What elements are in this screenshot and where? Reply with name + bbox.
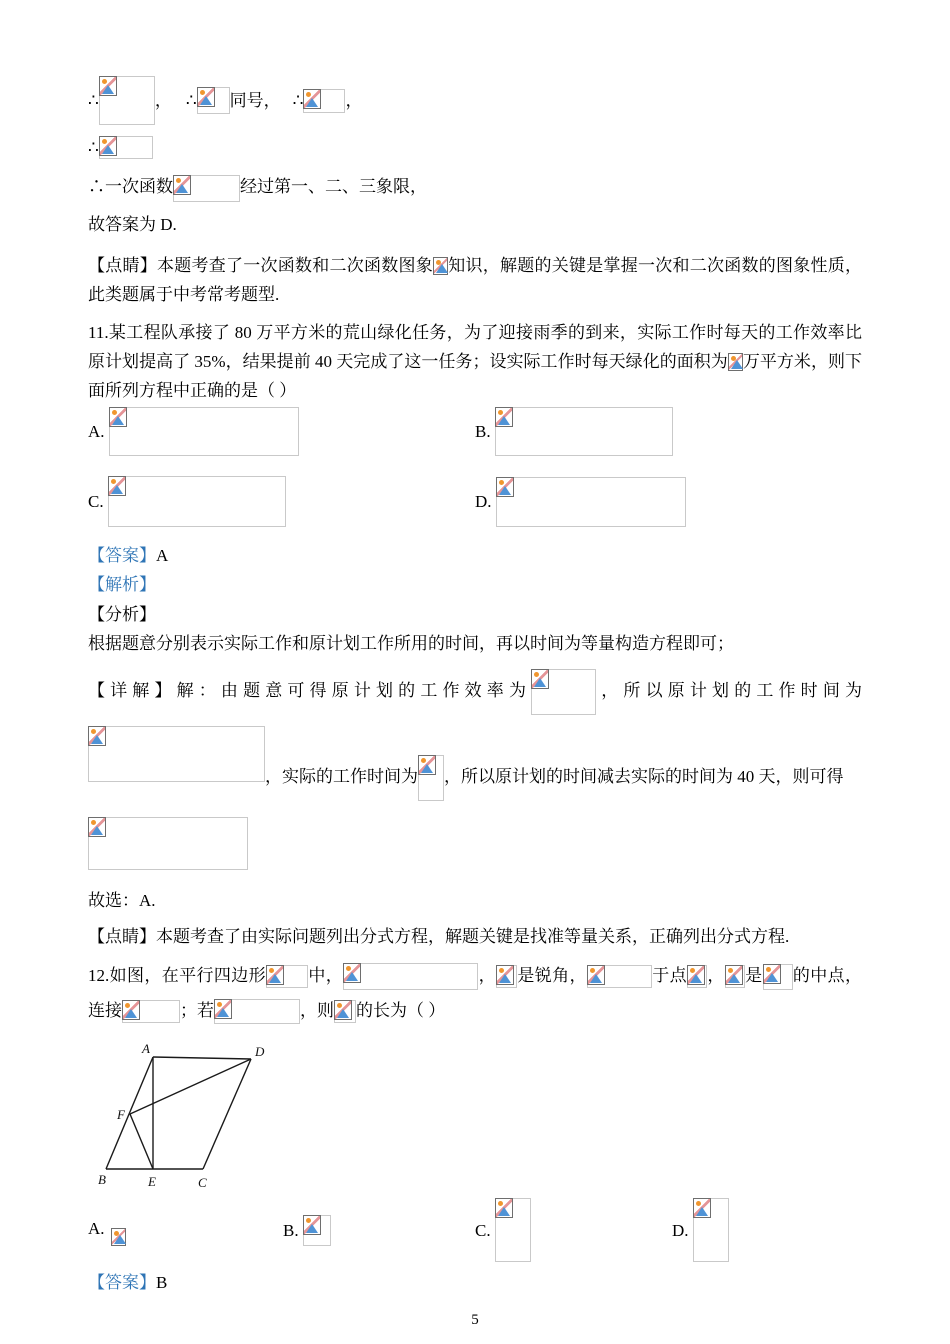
q12-stem-11: 的长为（ ） [356,1000,446,1020]
option-b-label: B. [283,1220,299,1240]
option-c-formula-placeholder [108,476,286,527]
broken-image-icon [495,407,513,427]
broken-image-icon [587,965,605,985]
q12-option-d [672,1198,862,1262]
q11-stem-post: 万平方米，则下面所列方程中正确的是（ ） [88,351,862,400]
q12-stem-9: ；若 [180,1000,214,1020]
formula-placeholder [418,755,444,801]
q10-dianjing-post: 知识，解题的关键是掌握一次和二次函数的图象性质，此类题属于中考常考题型. [88,256,862,305]
xiangjie-mid1: ，所以原计划的工作时间为 [596,681,862,701]
q11-option-b [475,407,862,456]
q12-stem [88,959,862,1029]
q11-answer-line [88,541,862,570]
xiangjie-mid2: ，实际的工作时间为 [265,767,418,787]
broken-image-icon [418,755,436,775]
figure-vertex-label-e: E [148,1174,156,1190]
broken-image-icon [197,87,215,107]
formula-placeholder [496,965,517,988]
q11-option-d [475,476,862,527]
formula-placeholder [99,76,155,125]
q11-xiangjie-line-1 [88,666,862,716]
broken-image-icon [88,726,106,746]
therefore-symbol: ∴ [88,90,99,110]
broken-image-icon [687,965,705,985]
xiangjie-pre: 【详解】解：由题意可得原计划的工作效率为 [88,681,532,701]
q11-guxuan-line [88,886,862,915]
tonghao-text: 同号， [229,90,281,110]
formula-placeholder [687,965,707,988]
figure-vertex-label-c: C [198,1175,207,1191]
broken-image-icon [111,1228,126,1246]
broken-image-icon [433,257,448,275]
answer-value: B [156,1273,168,1293]
broken-image-icon [266,965,284,985]
q11-dianjing-text: 【点睛】本题考查了由实际问题列出分式方程，解题关键是找准等量关系，正确列出分式方程. [88,926,790,946]
q11-stem-pre: 11.某工程队承接了 80 万平方米的荒山绿化任务，为了迎接雨季的到来，实际工作时每天的工作效率比原计划提高了 35%，结果提前 40 天完成了这一任务；设实际工作时每天绿化的面积为 [88,322,862,371]
q11-option-c [88,476,475,527]
formula-placeholder [88,726,265,782]
parallelogram-figure [88,1040,862,1192]
q10-linear-function-text: ∴一次函数 [88,177,173,197]
answer-label: 【答案】 [88,546,156,566]
q10-derivation-line-2 [88,133,862,162]
formula-placeholder [763,964,793,990]
broken-image-icon [88,817,106,837]
broken-image-icon [108,476,126,496]
option-a-formula-placeholder [109,407,299,456]
formula-placeholder [99,136,153,159]
comma-text: ， [154,90,172,110]
option-c-label: C. [88,492,104,512]
option-d-formula-placeholder [693,1198,729,1262]
figure-vertex-label-d: D [255,1044,265,1060]
broken-image-icon [214,999,232,1019]
q10-answer-is-d: 故答案为 D. [88,214,177,234]
broken-image-icon [173,175,191,195]
q11-options [88,407,862,527]
q12-option-c [475,1198,672,1262]
formula-placeholder [214,999,300,1024]
q10-conclusion-line [88,172,862,202]
q11-jiexi-line [88,570,862,599]
broken-image-icon [99,76,117,96]
q12-stem-4: 是锐角， [516,965,587,985]
formula-placeholder [88,817,248,870]
q12-options [88,1198,862,1262]
broken-image-icon [693,1198,711,1218]
therefore-symbol: ∴ [292,90,304,110]
answer-label: 【答案】 [88,1273,156,1293]
guxuan-text: 故选：A. [88,891,156,911]
q12-stem-2: 中， [308,965,344,985]
broken-image-icon [495,1198,513,1218]
broken-image-icon [496,477,514,497]
q10-quadrants-text: 经过第一、二、三象限， [240,177,427,197]
q12-option-a [88,1214,283,1246]
q12-stem-7: 是 [744,965,763,985]
broken-image-icon [725,965,743,985]
formula-placeholder [197,87,230,114]
q11-dianjing-paragraph [88,922,862,951]
comma-text: ， [345,90,363,110]
q10-dianjing-paragraph [88,251,862,309]
broken-image-icon [303,89,321,109]
q12-stem-6: ， [707,965,725,985]
formula-placeholder [303,89,345,113]
q11-fenxi-line [88,600,862,629]
formula-placeholder [266,965,308,988]
q11-xiangjie-line-2 [88,726,862,801]
q12-stem-3: ， [478,965,496,985]
q12-stem-5: 于点 [651,965,687,985]
formula-placeholder [343,963,478,990]
page-number-text: 5 [471,1312,479,1329]
option-c-label: C. [475,1220,491,1240]
figure-vertex-label-b: B [98,1172,106,1188]
broken-image-icon [496,965,514,985]
jiexi-label: 【解析】 [88,575,156,595]
formula-placeholder [725,965,745,988]
option-b-label: B. [475,422,491,442]
broken-image-icon [109,407,127,427]
q11-option-a [88,407,475,456]
option-d-label: D. [475,492,492,512]
fenxi-label: 【分析】 [88,604,156,624]
formula-placeholder [531,669,596,715]
q11-xiangjie-line-3 [88,817,862,870]
broken-image-icon [343,963,361,983]
q10-answer-text [88,210,862,239]
option-b-formula-placeholder [495,407,673,456]
q12-stem-1: 12.如图，在平行四边形 [88,965,267,985]
q12-answer-line [88,1268,862,1297]
therefore-symbol: ∴ [88,138,99,157]
q12-stem-8: 的中点，连接 [88,965,863,1020]
broken-image-icon [122,1000,140,1020]
broken-image-icon [334,1000,352,1020]
q12-stem-10: ，则 [300,1000,334,1020]
fenxi-text: 根据题意分别表示实际工作和原计划工作所用的时间，再以时间为等量构造方程即可； [88,633,734,653]
formula-placeholder [587,965,652,988]
formula-placeholder [122,1000,180,1023]
q10-dianjing-pre: 【点睛】本题考查了一次函数和二次函数图象 [88,256,433,276]
option-a-label: A. [88,422,105,442]
option-b-formula-placeholder [303,1215,331,1246]
formula-placeholder [173,175,240,202]
option-a-label: A. [88,1219,105,1239]
option-d-formula-placeholder [496,477,686,527]
broken-image-icon [531,669,549,689]
therefore-symbol: ∴ [185,90,197,110]
q10-derivation-line-1 [88,76,862,125]
figure-vertex-label-f: F [117,1107,125,1123]
xiangjie-post: ，所以原计划的时间减去实际的时间为 40 天，则可得 [444,767,844,787]
parallelogram-figure-svg [88,1040,273,1192]
q12-option-b [283,1215,475,1246]
option-d-label: D. [672,1220,689,1240]
formula-placeholder [334,1000,356,1023]
q11-fenxi-text [88,629,862,658]
broken-image-icon [763,964,781,984]
broken-image-icon [99,136,117,156]
broken-image-icon [728,353,743,371]
q11-stem [88,318,862,406]
figure-vertex-label-a: A [142,1041,150,1057]
answer-value: A [156,546,169,566]
option-c-formula-placeholder [495,1198,531,1262]
page-number [0,1308,950,1334]
broken-image-icon [303,1215,321,1235]
